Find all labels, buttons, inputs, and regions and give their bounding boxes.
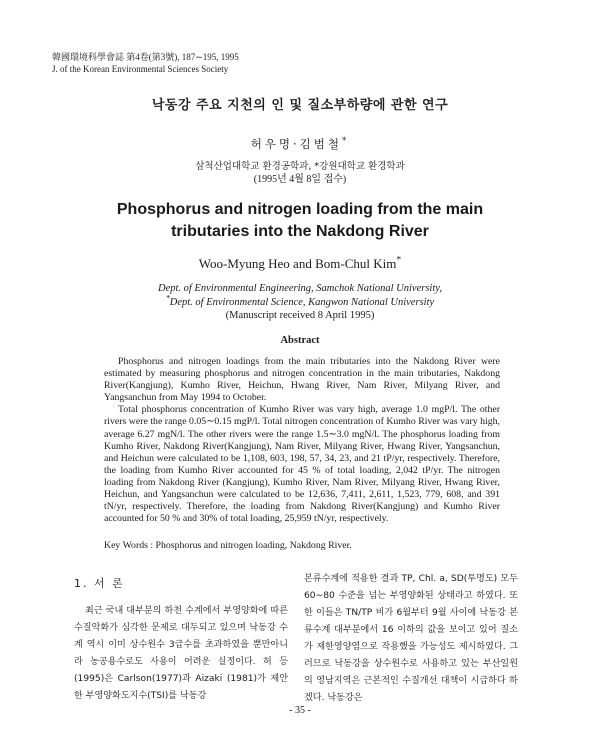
page-number: - 35 - [289, 705, 311, 716]
english-title [40, 199, 560, 243]
keywords: Key Words : Phosphorus and nitrogen loading, Nakdong River. [104, 540, 352, 551]
body-column-right [304, 571, 518, 707]
intro-paragraph-right: 본류수계에 적용한 결과 TP, Chl. a, SD(투명도) 모두 60∼80 수준을 넘는 부영양화된 상태라고 하였다. 또한 이들은 TN/TP 비가 6월부터 9월 사이에 낙동강 본류수계 대부분에서 16 이하의 값을 보이고 있어 질소가 제한영양염으로 작용했을 가능성도 제시하였다. 그러므로 낙동강을 상수원수로 사용하고 있는 부산일원의 영남지역은 근본적인 수질개선 대책이 시급하다 하겠다. 낙동강은 [304, 574, 518, 703]
english-affiliation-1: Dept. of Environmental Engineering, Samchok National University, [158, 283, 442, 294]
english-title-line1: Phosphorus and nitrogen loading from the main [116, 201, 484, 218]
english-affiliation-mark: * [165, 293, 170, 302]
korean-affiliation-block [0, 160, 600, 186]
korean-authors [0, 136, 600, 152]
abstract-heading: Abstract [280, 335, 320, 346]
abstract-paragraph-1: Phosphorus and nitrogen loadings from the main tributaries into the Nakdong River were estimated by measuring phosphorus and nitrogen concentration in the main tributaries, Nakdong River(Kangjung), Kumho River, Heichun, Hwang River, Nam River, Milyang River, and Yangsanchun from May 1994 to October. [104, 356, 500, 404]
english-affiliation-2 [0, 293, 600, 310]
english-received-date: (Manuscript received 8 April 1995) [225, 310, 375, 321]
journal-citation [52, 52, 239, 75]
body-column-left [74, 603, 288, 705]
journal-citation-english: J. of the Korean Environmental Sciences Society [52, 63, 229, 74]
journal-citation-korean: 韓國環境科學會誌 第4卷(第3號), 187∼195, 1995 [52, 52, 239, 62]
korean-received-date: (1995년 4월 8일 접수) [253, 174, 347, 185]
english-author-mark: * [396, 254, 402, 266]
korean-affiliation: 삼척산업대학교 환경공학과, *강원대학교 환경학과 [195, 161, 405, 172]
korean-title: 낙동강 주요 지천의 인 및 질소부하량에 관한 연구 [151, 98, 449, 113]
korean-author-names: 허우명·김범철 [250, 137, 342, 151]
korean-author-mark: * [342, 136, 350, 147]
english-author-names: Woo-Myung Heo and Bom-Chul Kim [198, 256, 397, 271]
english-authors [0, 256, 600, 272]
intro-paragraph-left: 최근 국내 대부분의 하천 수계에서 부영양화에 따른 수질악화가 심각한 문제로 대두되고 있으며 낙동강 수계 역시 이미 상수원수 3급수를 초과하였을 뿐만아니라 농공용수로도 사용이 어려운 실정이다. 허 등(1995)은 Carlson(1977)과 Aizaki (1981)가 제안한 부영양화도지수(TSI)를 낙동강 [74, 606, 288, 701]
english-affiliation-block [0, 282, 600, 323]
abstract-body [104, 356, 500, 525]
english-affiliation-2-text: Dept. of Environmental Science, Kangwon National University [169, 296, 435, 308]
abstract-paragraph-2: Total phosphorus concentration of Kumho River was vary high, average 1.0 mgP/l. The other rivers were the range 0.05∼0.15 mgP/l. Total nitrogen concentration of Kumho River was vary high, average 6.27 mgN/l. The other rivers were the range 1.5∼3.0 mgN/l. The phosphorus loading from Kumho River, Nakdong River(Kangjung), Nam River, Milyang River, Hwang River, Yangsanchun, and Heichun were calculated to be 1,108, 603, 198, 57, 34, 23, and 21 tP/yr, respectively. Therefore, the loading from Kumho River accounted for 45 % of total loading, 2,042 tP/yr. The nitrogen loading from Nakdong River (Kangjung), Kumho River, Nam River, Milyang River, Hwang River, Heichun, and Yangsanchun were calculated to be 12,636, 7,411, 2,611, 1,523, 779, 608, and 391 tN/yr, respectively. Therefore, the loading from Nakdong River(Kangjung) and Kumho River accounted for 50 % and 30% of total loading, 25,959 tN/yr, respectively. [104, 404, 500, 525]
english-title-line2: tributaries into the Nakdong River [171, 223, 429, 240]
section-heading-introduction: 1. 서 론 [74, 577, 125, 590]
